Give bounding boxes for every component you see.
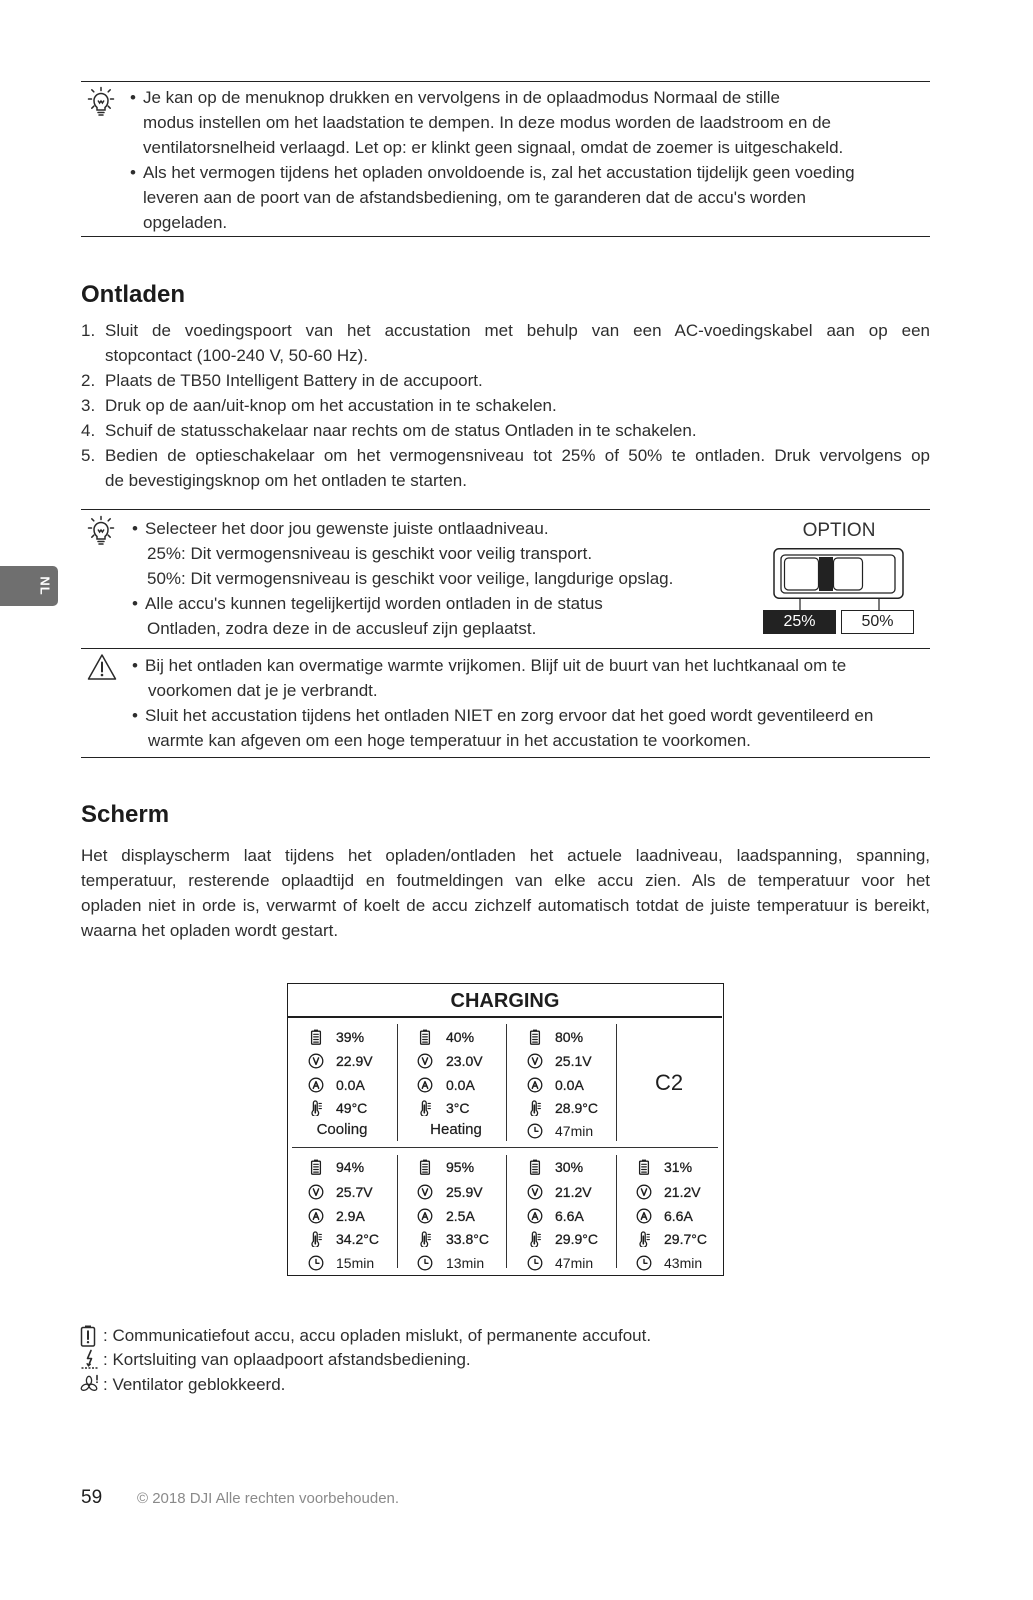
clock-icon [527, 1255, 543, 1271]
cell-value: 43min [664, 1255, 703, 1271]
clock-icon [527, 1123, 543, 1139]
cell-value: 34.2°C [336, 1231, 379, 1247]
temperature-icon [417, 1100, 433, 1116]
tip-text-line: ventilatorsnelheid verlaagd. Let op: er klinkt geen signaal, omdat de zoemer is uitgeschakeld. [143, 138, 844, 157]
warning-icon [87, 653, 117, 686]
cell-value: 80% [555, 1029, 584, 1045]
section-heading-screen: Scherm [81, 801, 170, 828]
temperature-icon [308, 1100, 324, 1116]
voltage-icon [417, 1184, 433, 1200]
lightbulb-icon [86, 86, 116, 123]
current-icon [636, 1208, 652, 1224]
cell-value: 2.9A [336, 1208, 365, 1224]
legend-text: : Ventilator geblokkeerd. [103, 1374, 286, 1394]
battery-level-icon [527, 1029, 543, 1045]
list-item [81, 443, 930, 493]
step-text-line: Sluit de voedingspoort van het accustation met behulp van een AC-voedingskabel aan op een [105, 320, 930, 340]
error-code: C2 [654, 1070, 684, 1095]
battery-error-icon [80, 1325, 96, 1352]
cell-value: 47min [555, 1255, 594, 1271]
cell-value: 2.5A [446, 1208, 475, 1224]
voltage-icon [636, 1184, 652, 1200]
cell-value: 25.1V [555, 1053, 592, 1069]
cell-value: 0.0A [555, 1077, 584, 1093]
clock-icon [636, 1255, 652, 1271]
tip-box-top-rule [81, 81, 930, 82]
tip-text-line: • Je kan op de menuknop drukken en vervolgens in de oplaadmodus Normaal de stille [143, 88, 780, 107]
battery-level-icon [527, 1159, 543, 1175]
warning-box-top-rule [81, 648, 930, 649]
current-icon [417, 1077, 433, 1093]
paragraph-line: temperatuur, resterende oplaadtijd en foutmeldingen van elke accu zien. Als de temperatuur voor het [81, 870, 930, 890]
cell-value: 21.2V [664, 1184, 701, 1200]
tip-text-line: • Selecteer het door jou gewenste juiste ontlaadniveau. [145, 518, 549, 538]
cell-value: 6.6A [664, 1208, 693, 1224]
tip-bullet [130, 160, 855, 235]
cell-value: 25.9V [446, 1184, 483, 1200]
fan-blocked-icon [80, 1374, 101, 1400]
paragraph-line: Het displayscherm laat tijdens het opladen/ontladen het actuele laadniveau, laadspanning, spanning, [81, 845, 930, 865]
legend-text: : Communicatiefout accu, accu opladen mislukt, of permanente accufout. [103, 1325, 652, 1345]
voltage-icon [417, 1053, 433, 1069]
temperature-icon [308, 1231, 324, 1247]
cell-value: 6.6A [555, 1208, 584, 1224]
cell-value: 95% [446, 1159, 475, 1175]
tip-bullet [132, 516, 673, 591]
step-text-line: Druk op de aan/uit-knop om het accustation in te schakelen. [105, 395, 557, 415]
page-number: 59 [81, 1487, 103, 1508]
cell-value: 28.9°C [555, 1100, 598, 1116]
step-text-line: stopcontact (100-240 V, 50-60 Hz). [105, 345, 369, 365]
voltage-icon [308, 1053, 324, 1069]
current-icon [417, 1208, 433, 1224]
voltage-icon [308, 1184, 324, 1200]
cell-value: 29.7°C [664, 1231, 707, 1247]
step-number: 2. [81, 370, 96, 390]
current-icon [527, 1077, 543, 1093]
warning-text-line: • Sluit het accustation tijdens het ontladen NIET en zorg ervoor dat het goed wordt geventileerd en [145, 705, 874, 725]
step-number: 3. [81, 395, 96, 415]
cell-value: 39% [336, 1029, 365, 1045]
step-text-line: Plaats de TB50 Intelligent Battery in de accupoort. [105, 370, 483, 390]
warning-box-bottom-rule [81, 757, 930, 758]
option-switch-label: OPTION [802, 520, 876, 541]
cell-value: 13min [446, 1255, 485, 1271]
tip-box-bottom-rule [81, 236, 930, 237]
option-25-percent-label: 25% [763, 610, 836, 634]
paragraph-line: waarna het opladen wordt gestart. [81, 920, 339, 940]
cell-value: 23.0V [446, 1053, 483, 1069]
discharge-steps-list [81, 318, 930, 493]
step-text-line: Bedien de optieschakelaar om het vermogensniveau tot 25% of 50% te ontladen. Druk vervolgens op [105, 445, 930, 465]
cell-value: 22.9V [336, 1053, 373, 1069]
tip-text-line: • Als het vermogen tijdens het opladen onvoldoende is, zal het accustation tijdelijk geen voeding [143, 163, 855, 182]
battery-level-icon [417, 1029, 433, 1045]
warning-text-line: • Bij het ontladen kan overmatige warmte vrijkomen. Blijf uit de buurt van het luchtkanaal om te [145, 655, 847, 675]
current-icon [308, 1208, 324, 1224]
tip-text-line: leveren aan de poort van de afstandsbediening, om te garanderen dat de accu's worden [143, 188, 806, 207]
paragraph-line: opladen niet in orde is, verwarmt of koelt de accu zichzelf automatisch totdat de juiste temperatuur is bereikt, [81, 895, 930, 915]
tip-bullet [130, 85, 855, 160]
option-50-percent-label: 50% [841, 610, 914, 634]
display-cells [288, 984, 722, 1274]
temperature-icon [527, 1231, 543, 1247]
temperature-icon [417, 1231, 433, 1247]
cell-value: 94% [336, 1159, 365, 1175]
cell-value: 0.0A [336, 1077, 365, 1093]
list-item [81, 318, 930, 368]
step-number: 1. [81, 320, 96, 340]
display-title: CHARGING [450, 990, 560, 1012]
battery-level-icon [308, 1029, 324, 1045]
short-circuit-icon [80, 1349, 100, 1375]
clock-icon [308, 1255, 324, 1271]
cell-value: 33.8°C [446, 1231, 489, 1247]
warning-text-line: voorkomen dat je je verbrandt. [148, 680, 378, 700]
cell-value: 49°C [336, 1100, 368, 1116]
cell-value: 31% [664, 1159, 693, 1175]
current-icon [308, 1077, 324, 1093]
voltage-icon [527, 1184, 543, 1200]
step-number: 5. [81, 445, 96, 465]
temperature-icon [636, 1231, 652, 1247]
tip-text-line: modus instellen om het laadstation te dempen. In deze modus worden de laadstroom en de [143, 113, 831, 132]
cell-status: Heating [430, 1121, 482, 1138]
cell-value: 3°C [446, 1100, 470, 1116]
charging-display [287, 983, 724, 1276]
step-number: 4. [81, 420, 96, 440]
warning-bullet [132, 703, 873, 753]
warning-bullet [132, 653, 873, 703]
tip-text-line: Ontladen, zodra deze in de accusleuf zijn geplaatst. [147, 618, 537, 638]
copyright-notice: © 2018 DJI Alle rechten voorbehouden. [137, 1490, 400, 1507]
cell-value: 15min [336, 1255, 375, 1271]
list-item [81, 368, 930, 393]
cell-value: 29.9°C [555, 1231, 598, 1247]
tip-bullet [132, 591, 673, 641]
cell-value: 0.0A [446, 1077, 475, 1093]
screen-paragraph [81, 843, 930, 943]
cell-value: 47min [555, 1123, 594, 1139]
step-text-line: Schuif de statusschakelaar naar rechts om de status Ontladen in te schakelen. [105, 420, 697, 440]
tip-text-line: 50%: Dit vermogensniveau is geschikt voor veilige, langdurige opslag. [147, 568, 674, 588]
tip-text-line: 25%: Dit vermogensniveau is geschikt voor veilig transport. [147, 543, 593, 563]
tip-box-top-rule [81, 509, 930, 510]
clock-icon [417, 1255, 433, 1271]
language-tab-label: NL [37, 576, 53, 596]
cell-value: 40% [446, 1029, 475, 1045]
battery-level-icon [308, 1159, 324, 1175]
section-heading-discharge: Ontladen [81, 281, 186, 308]
battery-level-icon [417, 1159, 433, 1175]
legend-text: : Kortsluiting van oplaadpoort afstandsbediening. [103, 1349, 471, 1369]
cell-value: 25.7V [336, 1184, 373, 1200]
current-icon [527, 1208, 543, 1224]
option-switch-illustration [763, 548, 915, 616]
tip-text-line: • Alle accu's kunnen tegelijkertijd worden ontladen in de status [145, 593, 603, 613]
step-text-line: de bevestigingsknop om het ontladen te starten. [105, 470, 467, 490]
voltage-icon [527, 1053, 543, 1069]
language-tab [0, 566, 58, 606]
cell-value: 21.2V [555, 1184, 592, 1200]
battery-level-icon [636, 1159, 652, 1175]
temperature-icon [527, 1100, 543, 1116]
lightbulb-icon [86, 515, 116, 552]
list-item [81, 393, 930, 418]
cell-status: Cooling [316, 1121, 368, 1138]
tip-discharge-list [132, 516, 673, 641]
tip-charging-list [130, 85, 855, 235]
warning-text-line: warmte kan afgeven om een hoge temperatuur in het accustation te voorkomen. [148, 730, 751, 750]
list-item [81, 418, 930, 443]
warning-list [132, 653, 873, 753]
cell-value: 30% [555, 1159, 584, 1175]
tip-text-line: opgeladen. [143, 213, 228, 232]
